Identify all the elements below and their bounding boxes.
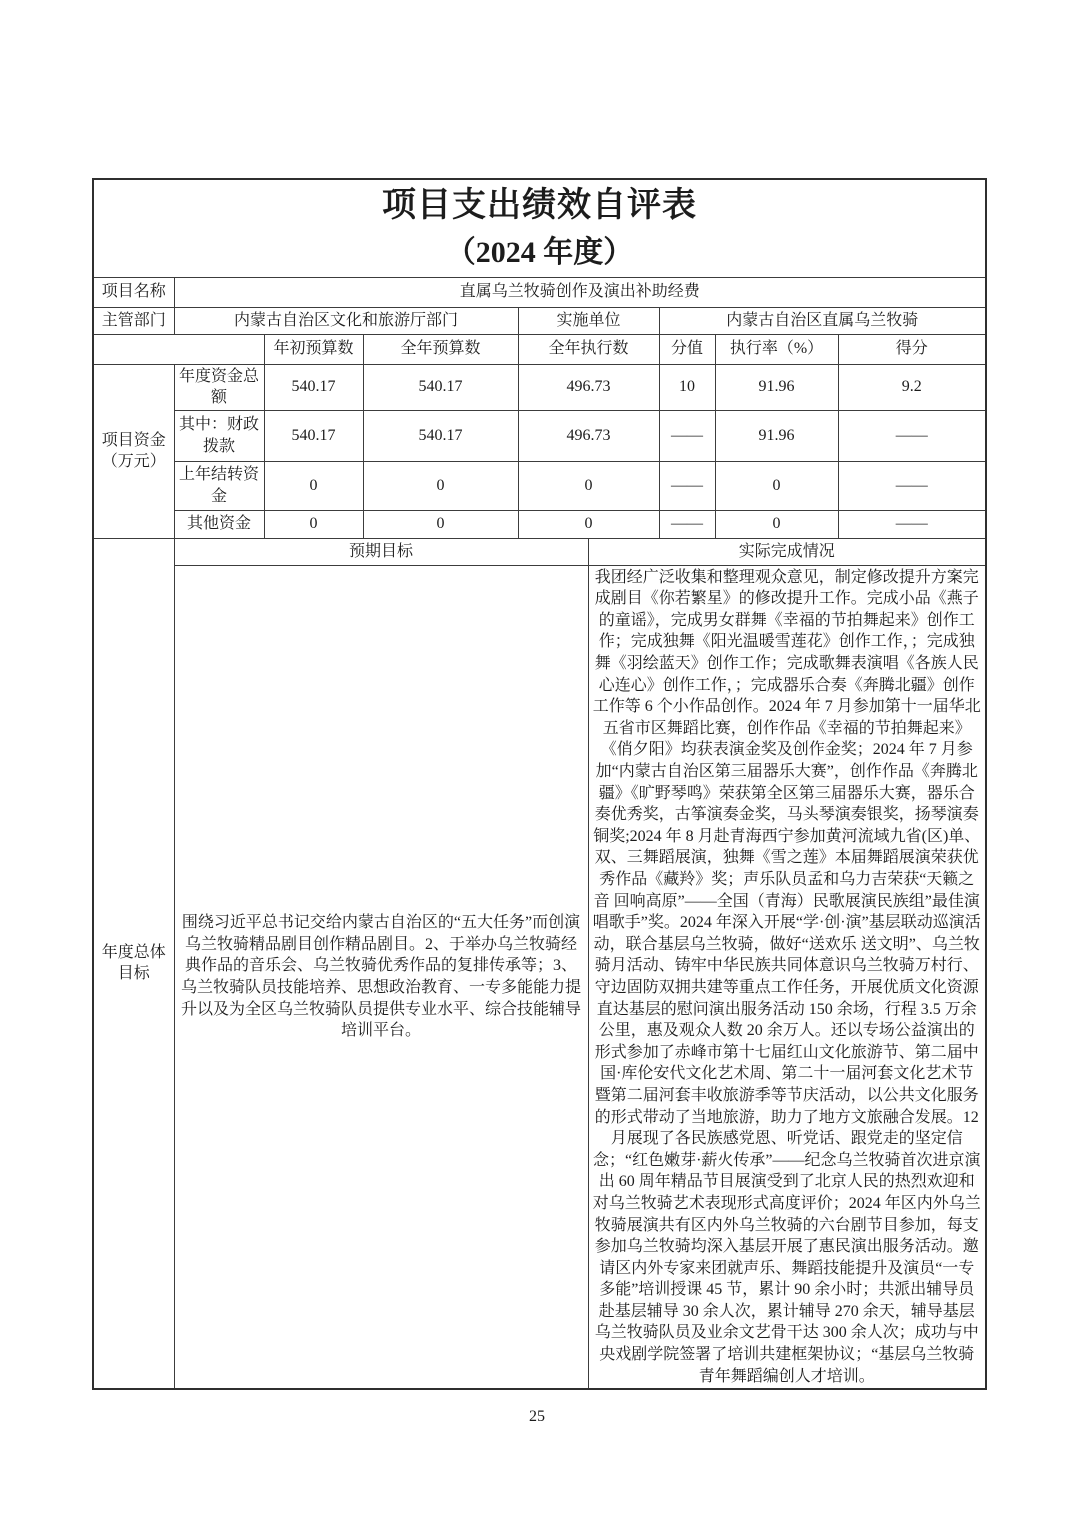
funding-carryover-label: 上年结转资金 bbox=[174, 461, 264, 510]
funding-total-annual: 540.17 bbox=[363, 364, 518, 410]
project-name-value: 直属乌兰牧骑创作及演出补助经费 bbox=[174, 277, 986, 307]
title-row bbox=[93, 179, 986, 277]
funding-total-executed: 496.73 bbox=[518, 364, 659, 410]
expected-goal-text: 围绕习近平总书记交给内蒙古自治区的“五大任务”而创演乌兰牧骑精品剧目创作精品剧目。2、于举办乌兰牧骑经典作品的音乐会、乌兰牧骑优秀作品的复排传承等；3、乌兰牧骑队员技能培养、思想政治教育、一专多能能力提升以及为全区乌兰牧骑队员提供专业水平、综合技能辅导培训平台。 bbox=[174, 565, 588, 1389]
department-value: 内蒙古自治区文化和旅游厅部门 bbox=[174, 307, 518, 334]
funding-fiscal-annual: 540.17 bbox=[363, 410, 518, 461]
project-name-row bbox=[93, 277, 986, 307]
table-title bbox=[93, 179, 986, 277]
funding-total-score-value: 10 bbox=[659, 364, 715, 410]
document-title-year: （2024 年度） bbox=[445, 235, 634, 269]
funding-other-rate: 0 bbox=[715, 510, 838, 538]
funding-fiscal-executed: 496.73 bbox=[518, 410, 659, 461]
goals-content-row bbox=[93, 565, 986, 1389]
funding-row-group-label: 项目资金（万元） bbox=[93, 364, 174, 538]
expected-goal-header: 预期目标 bbox=[174, 538, 588, 565]
funding-total-initial: 540.17 bbox=[264, 364, 363, 410]
page-number: 25 bbox=[529, 1408, 545, 1425]
funding-other-executed: 0 bbox=[518, 510, 659, 538]
funding-header-score: 得分 bbox=[838, 334, 986, 364]
funding-fiscal-score-value: —— bbox=[659, 410, 715, 461]
funding-header-execution-rate: 执行率（%） bbox=[715, 334, 838, 364]
funding-header-blank bbox=[93, 334, 264, 364]
funding-fiscal-score: —— bbox=[838, 410, 986, 461]
actual-completion-header: 实际完成情况 bbox=[588, 538, 986, 565]
funding-carryover-score-value: —— bbox=[659, 461, 715, 510]
funding-carryover-annual: 0 bbox=[363, 461, 518, 510]
funding-fiscal-initial: 540.17 bbox=[264, 410, 363, 461]
funding-fiscal-label: 其中：财政拨款 bbox=[174, 410, 264, 461]
annual-goal-label: 年度总体目标 bbox=[93, 538, 174, 1389]
funding-row-fiscal bbox=[93, 410, 986, 461]
department-label: 主管部门 bbox=[93, 307, 174, 334]
department-row bbox=[93, 307, 986, 334]
funding-carryover-executed: 0 bbox=[518, 461, 659, 510]
funding-header-annual-budget: 全年预算数 bbox=[363, 334, 518, 364]
funding-fiscal-rate: 91.96 bbox=[715, 410, 838, 461]
funding-carryover-initial: 0 bbox=[264, 461, 363, 510]
implement-unit-value: 内蒙古自治区直属乌兰牧骑 bbox=[659, 307, 986, 334]
implement-unit-label: 实施单位 bbox=[518, 307, 659, 334]
funding-total-label: 年度资金总额 bbox=[174, 364, 264, 410]
funding-other-score: —— bbox=[838, 510, 986, 538]
funding-row-other bbox=[93, 510, 986, 538]
funding-header-score-value: 分值 bbox=[659, 334, 715, 364]
funding-header-annual-execution: 全年执行数 bbox=[518, 334, 659, 364]
document-title: 项目支出绩效自评表 bbox=[382, 187, 697, 225]
goals-header-row bbox=[93, 538, 986, 565]
actual-completion-text: 我团经广泛收集和整理观众意见，制定修改提升方案完成剧目《你若繁星》的修改提升工作。完成小品《燕子的童谣》，完成男女群舞《幸福的节拍舞起来》创作工作；完成独舞《阳光温暖雪莲花》创作工作，；完成独舞《羽绘蓝天》创作工作；完成歌舞表演唱《各族人民心连心》创作工作，；完成器乐合奏《奔腾北疆》创作工作等 6 个小作品创作。2024 年 7 月参加第十一届华北五省市区舞蹈比赛，创作作品《幸福的节拍舞起来》《俏夕阳》均获表演金奖及创作金奖；2024 年 7 月参加“内蒙古自治区第三届器乐大赛”，创作作品《奔腾北疆》《旷野琴鸣》荣获第全区第三届器乐大赛，器乐合奏优秀奖，古筝演奏金奖，马头琴演奏银奖，扬琴演奏铜奖;2024 年 8 月赴青海西宁参加黄河流域九省(区)单、双、三舞蹈展演，独舞《雪之莲》本届舞蹈展演荣获优秀作品《藏羚》奖；声乐队员孟和乌力吉荣获“天籁之音 回响高原”——全国（青海）民歌展演民族组”最佳演唱歌手”奖。2024 年深入开展“学·创·演”基层联动巡演活动，联合基层乌兰牧骑，做好“送欢乐 送文明”、乌兰牧骑月活动、铸牢中华民族共同体意识乌兰牧骑万村行、守边固防双拥共建等重点工作任务，开展优质文化资源直达基层的慰问演出服务活动 150 余场，行程 3.5 万余公里，惠及观众人数 20 余万人。还以专场公益演出的形式参加了赤峰市第十七届红山文化旅游节、第二届中国·库伦安代文化艺术周、第二十一届河套文化艺术节暨第二届河套丰收旅游季等节庆活动，以公共文化服务的形式带动了当地旅游，助力了地方文旅融合发展。12 月展现了各民族感党恩、听党话、跟党走的坚定信念；“红色嫩芽·薪火传承”——纪念乌兰牧骑首次进京演出 60 周年精品节目展演受到了北京人民的热烈欢迎和对乌兰牧骑艺术表现形式高度评价；2024 年区内外乌兰牧骑展演共有区内外乌兰牧骑的六台剧节目参加，每支参加乌兰牧骑均深入基层开展了惠民演出服务活动。邀请区内外专家来团就声乐、舞蹈技能提升及演员“一专多能”培训授课 45 节，累计 90 余小时；共派出辅导员赴基层辅导 30 余人次，累计辅导 270 余天，辅导基层乌兰牧骑队员及业余文艺骨干达 300 余人次；成功与中央戏剧学院签署了培训共建框架协议；“基层乌兰牧骑青年舞蹈编创人才培训。 bbox=[588, 565, 986, 1389]
performance-self-evaluation-table bbox=[92, 178, 987, 1390]
funding-carryover-score: —— bbox=[838, 461, 986, 510]
funding-header-row bbox=[93, 334, 986, 364]
funding-carryover-rate: 0 bbox=[715, 461, 838, 510]
funding-header-initial-budget: 年初预算数 bbox=[264, 334, 363, 364]
funding-row-carryover bbox=[93, 461, 986, 510]
funding-other-annual: 0 bbox=[363, 510, 518, 538]
project-name-label: 项目名称 bbox=[93, 277, 174, 307]
funding-other-initial: 0 bbox=[264, 510, 363, 538]
funding-total-rate: 91.96 bbox=[715, 364, 838, 410]
funding-other-score-value: —— bbox=[659, 510, 715, 538]
funding-other-label: 其他资金 bbox=[174, 510, 264, 538]
funding-total-score: 9.2 bbox=[838, 364, 986, 410]
funding-row-total bbox=[93, 364, 986, 410]
